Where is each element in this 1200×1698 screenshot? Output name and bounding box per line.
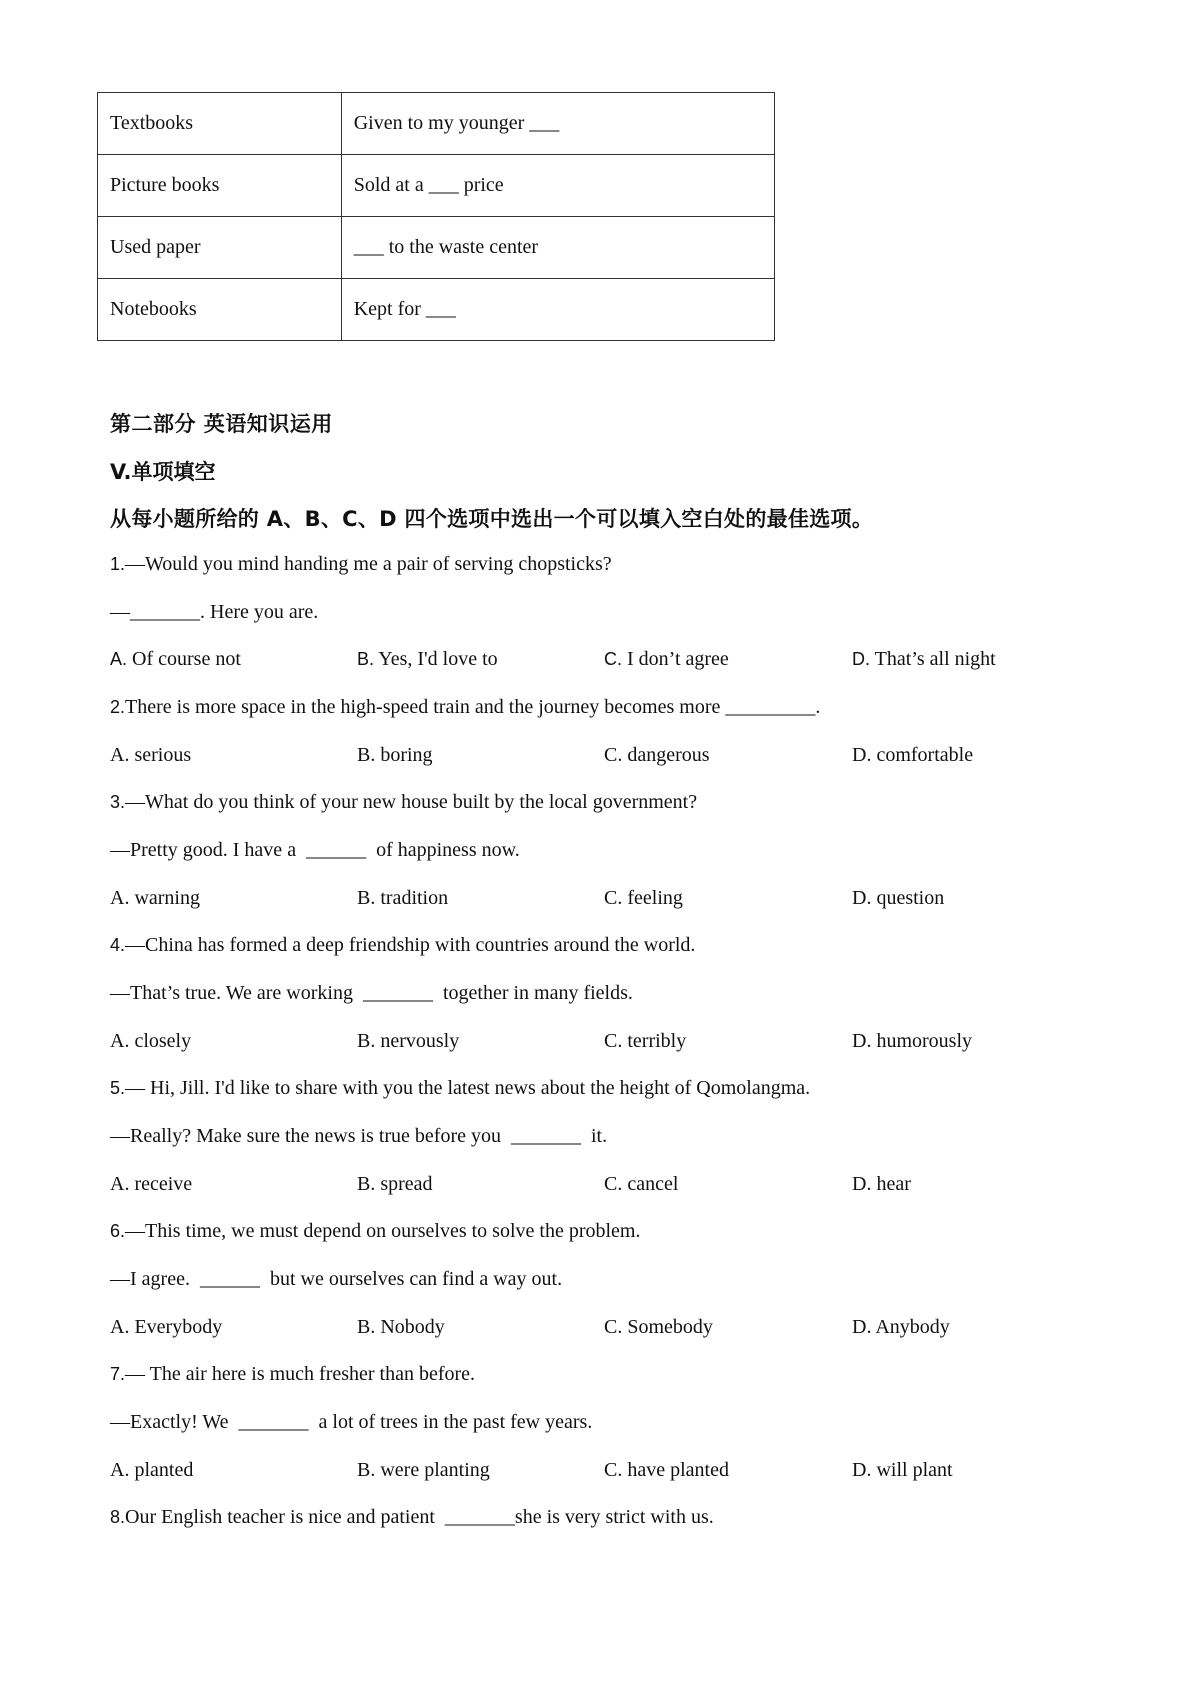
table-cell-item: Notebooks xyxy=(98,279,342,341)
option-letter: D. xyxy=(852,649,870,669)
option-letter: B. xyxy=(357,744,376,766)
question-text: — The air here is much fresher than before. xyxy=(125,1363,476,1385)
option-text: Anybody xyxy=(871,1316,950,1338)
question-1-reply: —_______. Here you are. xyxy=(110,601,319,623)
option-letter: D. xyxy=(852,1030,872,1052)
disposal-table xyxy=(97,92,775,341)
table-cell-use: ___ to the waste center xyxy=(341,217,774,279)
option-d[interactable] xyxy=(852,1459,953,1482)
question-text: — Hi, Jill. I'd like to share with you the latest news about the height of Qomolangma. xyxy=(125,1077,811,1099)
option-b[interactable] xyxy=(357,1316,445,1339)
question-number: 7. xyxy=(110,1364,126,1384)
option-letter: C. xyxy=(604,649,622,669)
question-text: —What do you think of your new house built by the local government? xyxy=(125,791,698,813)
option-letter: C. xyxy=(604,887,623,909)
table-cell-item: Used paper xyxy=(98,217,342,279)
option-text: Everybody xyxy=(129,1316,223,1338)
table-cell-use: Sold at a ___ price xyxy=(341,155,774,217)
section-part-heading: 第二部分 英语知识运用 xyxy=(110,412,333,436)
option-letter: A. xyxy=(110,1459,130,1481)
option-a[interactable] xyxy=(110,1459,193,1482)
option-b[interactable] xyxy=(357,887,448,910)
question-number: 3. xyxy=(110,792,126,812)
option-text: Yes, I'd love to xyxy=(374,648,498,670)
question-4-reply: —That’s true. We are working _______ together in many fields. xyxy=(110,982,633,1004)
option-b[interactable] xyxy=(357,1459,490,1482)
table-cell-use: Kept for ___ xyxy=(341,279,774,341)
option-letter: D. xyxy=(852,887,872,909)
question-7-reply: —Exactly! We _______ a lot of trees in the past few years. xyxy=(110,1411,593,1433)
option-a[interactable] xyxy=(110,1173,192,1196)
section-number-heading: V.单项填空 xyxy=(110,460,216,484)
option-letter: A. xyxy=(110,887,130,909)
question-6-prompt xyxy=(110,1220,640,1243)
option-text: serious xyxy=(129,744,192,766)
table-row xyxy=(98,279,775,341)
option-text: Somebody xyxy=(622,1316,713,1338)
option-text: have planted xyxy=(622,1459,729,1481)
question-text: Our English teacher is nice and patient _______she is very strict with us. xyxy=(125,1506,714,1528)
option-text: terribly xyxy=(622,1030,687,1052)
option-d[interactable] xyxy=(852,1173,911,1196)
option-letter: D. xyxy=(852,1459,872,1481)
option-text: cancel xyxy=(622,1173,679,1195)
question-5-reply: —Really? Make sure the news is true before you _______ it. xyxy=(110,1125,608,1147)
option-letter: B. xyxy=(357,1173,376,1195)
option-text: comfortable xyxy=(871,744,974,766)
table-cell-item: Textbooks xyxy=(98,93,342,155)
option-text: closely xyxy=(129,1030,192,1052)
option-letter: B. xyxy=(357,649,375,669)
question-1-prompt xyxy=(110,553,612,576)
option-letter: C. xyxy=(604,1030,623,1052)
question-7-prompt xyxy=(110,1363,475,1386)
option-letter: C. xyxy=(604,1173,623,1195)
option-text: Of course not xyxy=(127,648,241,670)
option-text: spread xyxy=(375,1173,433,1195)
option-a[interactable] xyxy=(110,744,191,767)
question-2-prompt xyxy=(110,696,820,719)
option-b[interactable] xyxy=(357,1173,433,1196)
option-c[interactable] xyxy=(604,744,710,767)
question-4-prompt xyxy=(110,934,695,957)
table-row xyxy=(98,93,775,155)
table-cell-use: Given to my younger ___ xyxy=(341,93,774,155)
option-c[interactable] xyxy=(604,648,729,671)
option-letter: A. xyxy=(110,1030,130,1052)
option-c[interactable] xyxy=(604,1030,686,1053)
option-letter: A. xyxy=(110,1173,130,1195)
option-letter: C. xyxy=(604,1316,623,1338)
option-text: planted xyxy=(129,1459,194,1481)
question-3-prompt xyxy=(110,791,697,814)
table-cell-item: Picture books xyxy=(98,155,342,217)
question-number: 6. xyxy=(110,1221,126,1241)
option-letter: B. xyxy=(357,1030,376,1052)
option-letter: A. xyxy=(110,649,128,669)
option-text: warning xyxy=(129,887,200,909)
option-text: question xyxy=(871,887,945,909)
option-b[interactable] xyxy=(357,1030,459,1053)
question-text: —This time, we must depend on ourselves to solve the problem. xyxy=(125,1220,641,1242)
option-text: That’s all night xyxy=(870,648,996,670)
option-a[interactable] xyxy=(110,887,200,910)
question-text: —China has formed a deep friendship with countries around the world. xyxy=(125,934,696,956)
option-d[interactable] xyxy=(852,648,996,671)
option-letter: D. xyxy=(852,1173,872,1195)
question-number: 2. xyxy=(110,697,126,717)
question-6-reply: —I agree. ______ but we ourselves can find a way out. xyxy=(110,1268,563,1290)
question-text: There is more space in the high-speed train and the journey becomes more _________. xyxy=(125,696,821,718)
option-c[interactable] xyxy=(604,1316,713,1339)
option-text: will plant xyxy=(871,1459,953,1481)
option-text: I don’t agree xyxy=(622,648,729,670)
option-c[interactable] xyxy=(604,1459,729,1482)
option-d[interactable] xyxy=(852,1316,950,1339)
option-letter: B. xyxy=(357,887,376,909)
option-letter: B. xyxy=(357,1459,376,1481)
option-letter: B. xyxy=(357,1316,376,1338)
option-letter: D. xyxy=(852,1316,872,1338)
option-a[interactable] xyxy=(110,1316,222,1339)
option-text: hear xyxy=(871,1173,911,1195)
question-number: 8. xyxy=(110,1507,126,1527)
question-3-reply: —Pretty good. I have a ______ of happiness now. xyxy=(110,839,520,861)
option-text: dangerous xyxy=(622,744,710,766)
question-5-prompt xyxy=(110,1077,810,1100)
option-d[interactable] xyxy=(852,887,944,910)
option-letter: C. xyxy=(604,1459,623,1481)
question-number: 4. xyxy=(110,935,126,955)
question-8-prompt xyxy=(110,1506,714,1529)
option-text: nervously xyxy=(375,1030,460,1052)
question-number: 1. xyxy=(110,554,126,574)
option-letter: A. xyxy=(110,1316,130,1338)
option-text: tradition xyxy=(375,887,449,909)
table-row xyxy=(98,217,775,279)
table-row xyxy=(98,155,775,217)
option-letter: C. xyxy=(604,744,623,766)
option-d[interactable] xyxy=(852,1030,972,1053)
option-text: Nobody xyxy=(375,1316,445,1338)
option-a[interactable] xyxy=(110,1030,191,1053)
option-letter: A. xyxy=(110,744,130,766)
option-d[interactable] xyxy=(852,744,973,767)
option-text: humorously xyxy=(871,1030,973,1052)
option-text: were planting xyxy=(375,1459,490,1481)
option-text: boring xyxy=(375,744,433,766)
option-a[interactable] xyxy=(110,648,241,671)
option-c[interactable] xyxy=(604,887,683,910)
option-text: feeling xyxy=(622,887,683,909)
option-letter: D. xyxy=(852,744,872,766)
option-b[interactable] xyxy=(357,744,433,767)
section-instruction: 从每小题所给的 A、B、C、D 四个选项中选出一个可以填入空白处的最佳选项。 xyxy=(110,507,874,531)
option-text: receive xyxy=(129,1173,193,1195)
question-text: —Would you mind handing me a pair of serving chopsticks? xyxy=(125,553,612,575)
option-b[interactable] xyxy=(357,648,498,671)
question-number: 5. xyxy=(110,1078,126,1098)
option-c[interactable] xyxy=(604,1173,678,1196)
